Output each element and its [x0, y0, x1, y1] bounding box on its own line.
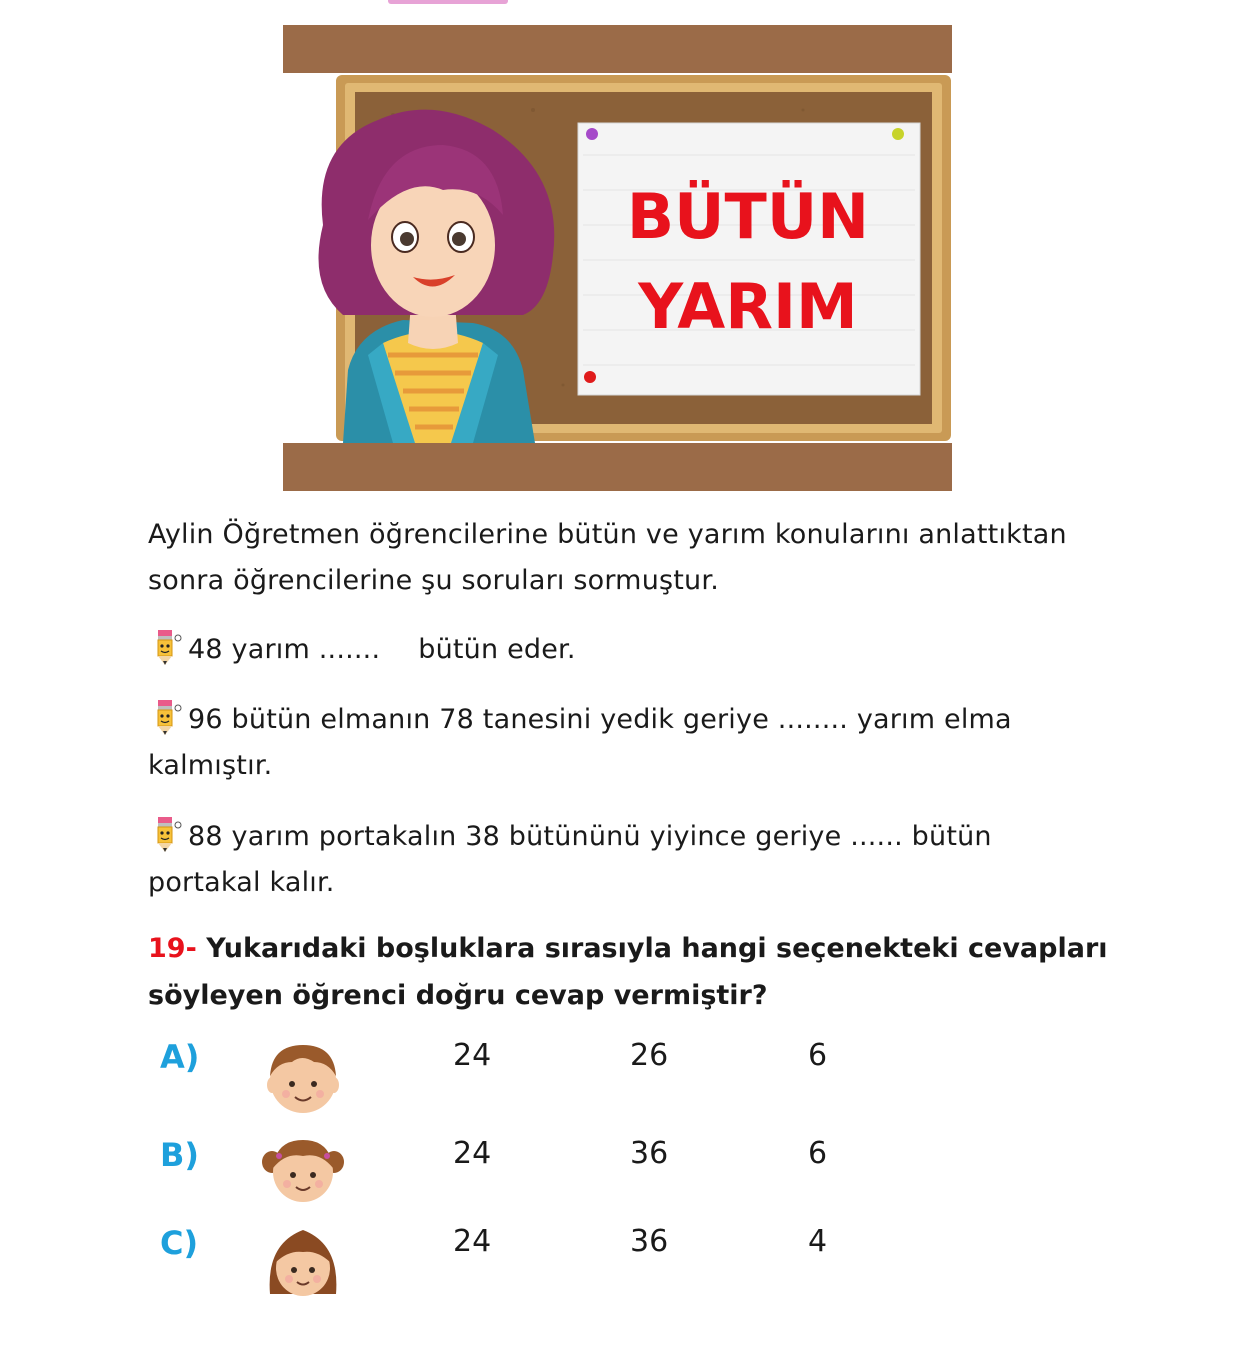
item-2-line-1: 96 bütün elmanın 78 tanesini yedik geriye ........ yarım elma: [188, 704, 1012, 735]
question-number: 19-: [148, 933, 197, 964]
option-c[interactable]: [0, 1224, 1245, 1304]
intro-line-2: sonra öğrencilerine şu soruları sormuştur.: [148, 565, 719, 596]
question-title: [148, 925, 1128, 1019]
banner-title-line2: YARIM: [638, 270, 858, 343]
option-a-value-1: 24: [453, 1038, 492, 1073]
option-c-value-2: 36: [630, 1224, 669, 1259]
option-c-letter: C): [160, 1224, 199, 1262]
pencil-icon: [148, 696, 186, 736]
option-b-value-3: 6: [808, 1136, 828, 1171]
banner-title-line1: BÜTÜN: [626, 180, 870, 253]
item-3-line-2: portakal kalır.: [148, 867, 335, 898]
option-c-value-3: 4: [808, 1224, 828, 1259]
pencil-icon: [148, 626, 186, 666]
question-item-1: [148, 626, 1108, 673]
pin-red: [584, 371, 596, 383]
top-decoration-strip: [388, 0, 508, 4]
pin-yellow: [892, 128, 904, 140]
boy-face-icon: [262, 1040, 344, 1118]
option-a-value-2: 26: [630, 1038, 669, 1073]
option-b-letter: B): [160, 1136, 200, 1174]
option-a-letter: A): [160, 1038, 200, 1076]
item-3-line-1: 88 yarım portakalın 38 bütününü yiyince geriye ...... bütün: [188, 821, 992, 852]
girl-pigtails-face-icon: [262, 1132, 344, 1210]
item-1-text-a: 48 yarım .......: [188, 634, 381, 665]
intro-paragraph: [148, 512, 1108, 604]
option-b[interactable]: [0, 1136, 1245, 1216]
girl-long-hair-face-icon: [262, 1224, 344, 1302]
bottom-shelf: [283, 443, 952, 491]
option-b-value-2: 36: [630, 1136, 669, 1171]
option-a-value-3: 6: [808, 1038, 828, 1073]
teacher-illustration: [319, 110, 555, 443]
pin-purple: [586, 128, 598, 140]
top-shelf: [283, 25, 952, 73]
question-line-1: Yukarıdaki boşluklara sırasıyla hangi seçenekteki cevapları: [206, 933, 1108, 964]
note-paper: [578, 123, 920, 395]
pencil-icon: [148, 813, 186, 853]
question-item-2: [148, 696, 1108, 789]
item-1-text-b: bütün eder.: [418, 634, 576, 665]
option-b-value-1: 24: [453, 1136, 492, 1171]
intro-line-1: Aylin Öğretmen öğrencilerine bütün ve yarım konularını anlattıktan: [148, 519, 1067, 550]
option-a[interactable]: [0, 1038, 1245, 1118]
question-line-2: söyleyen öğrenci doğru cevap vermiştir?: [148, 980, 768, 1011]
item-2-line-2: kalmıştır.: [148, 750, 273, 781]
option-c-value-1: 24: [453, 1224, 492, 1259]
banner-illustration: [283, 25, 952, 491]
question-item-3: [148, 813, 1108, 906]
